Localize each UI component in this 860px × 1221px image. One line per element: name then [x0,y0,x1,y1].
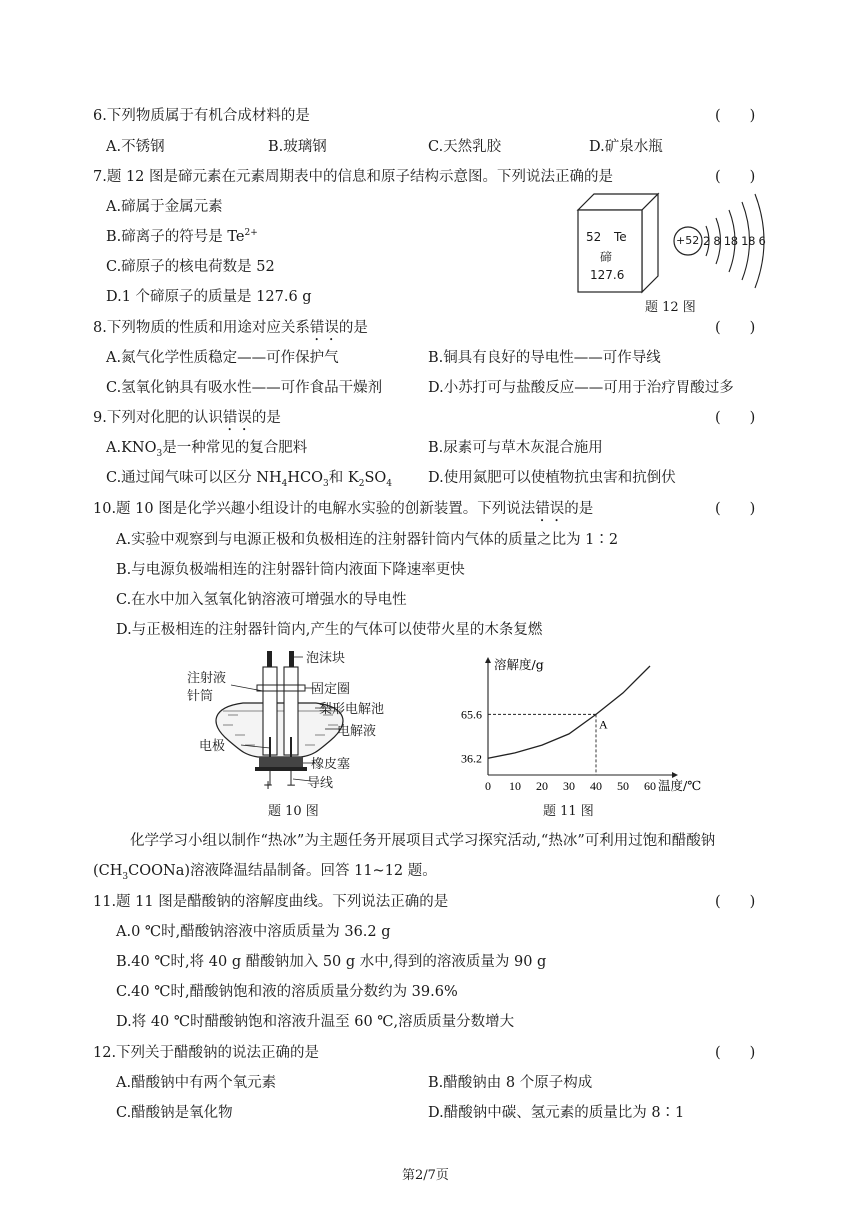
te-electron-shells: 2 8 18 18 6 [703,234,766,248]
y-axis-label: 溶解度/g [494,657,544,672]
q8-option-b: B.铜具有良好的导电性——可作导线 [428,350,661,366]
solubility-chart [440,655,702,795]
x-tick-label: 10 [509,779,521,793]
q6-option-c: C.天然乳胶 [428,139,502,155]
label-rubber-stopper: 橡皮塞 [311,757,351,772]
label-syringe-2: 针筒 [187,689,214,704]
te-atomic-number: 52 [586,230,602,244]
q10-option-a: A.实验中观察到与电源正极和负极相连的注射器针筒内气体的质量之比为 1∶2 [116,532,619,548]
q11-option-c: C.40 ℃时,醋酸钠饱和液的溶质质量分数约为 39.6% [116,984,458,1000]
x-tick-label: 30 [563,779,575,793]
page-number: 第2/7页 [402,1168,449,1183]
q8-option-c: C.氢氧化钠具有吸水性——可作食品干燥剂 [106,380,383,396]
q9-answer-paren[interactable]: ( ) [715,410,756,426]
label-plus: + [263,778,274,792]
y-axis-arrow [485,657,491,663]
q9-stem: 9.下列对化肥的认识错误的是 [93,410,281,426]
q12-option-a: A.醋酸钠中有两个氧元素 [116,1075,277,1091]
solubility-curve [488,666,650,758]
fig11-caption: 题 11 图 [543,804,594,819]
q9-option-b: B.尿素可与草木灰混合施用 [428,440,603,456]
q12-option-b: B.醋酸钠由 8 个原子构成 [428,1075,593,1091]
electrolysis-figure [183,645,393,795]
x-tick-label: 20 [536,779,548,793]
q6-stem: 6.下列物质属于有机合成材料的是 [93,108,310,124]
q6-answer-paren[interactable]: ( ) [715,108,756,124]
q9-option-d: D.使用氮肥可以使植物抗虫害和抗倒伏 [428,470,676,486]
q6-option-b: B.玻璃钢 [268,139,327,155]
q8-stem: 8.下列物质的性质和用途对应关系错误的是 [93,320,368,336]
q12-stem: 12.下列关于醋酸钠的说法正确的是 [93,1045,320,1061]
q8-answer-paren[interactable]: ( ) [715,320,756,336]
label-wire: 导线 [307,776,334,791]
solubility-chart-svg [440,655,702,795]
q10-answer-paren[interactable]: ( ) [715,501,756,517]
x-tick-label: 50 [617,779,629,793]
label-fixing-ring: 固定圈 [311,682,351,697]
te-name: 碲 [600,250,613,264]
q8-option-d: D.小苏打可与盐酸反应——可用于治疗胃酸过多 [428,380,734,396]
y-tick-label: 36.2 [461,751,482,766]
q10-stem: 10.题 10 图是化学兴趣小组设计的电解水实验的创新装置。下列说法错误的是 [93,501,594,517]
fig12-caption: 题 12 图 [645,300,696,315]
x-tick-label: 60 [644,779,656,793]
label-minus: − [286,778,297,792]
te-symbol: Te [614,230,627,244]
te-atomic-mass: 127.6 [590,268,625,282]
intro-line-1: 化学学习小组以制作“热冰”为主题任务开展项目式学习探究活动,“热冰”可利用过饱和醋酸钠 [130,833,716,849]
q7-option-a: A.碲属于金属元素 [106,199,223,215]
q10-option-d: D.与正极相连的注射器针筒内,产生的气体可以使带火星的木条复燃 [116,622,543,638]
x-tick-label: 0 [485,779,491,793]
q11-option-a: A.0 ℃时,醋酸钠溶液中溶质质量为 36.2 g [116,924,391,940]
q7-option-c: C.碲原子的核电荷数是 52 [106,259,275,275]
point-a-label: A [599,717,608,732]
q9-option-a: $A.KNO_3$是一种常见的复合肥料 [106,440,308,459]
q7-option-d: D.1 个碲原子的质量是 127.6 g [106,289,312,305]
intro-line-2: $(CH_3COONa)$溶液降温结晶制备。回答 11~12 题。 [93,863,437,882]
q9-option-c: C.通过闻气味可以区分 $NH_4HCO_3$和 $K_2SO_4$ [106,470,392,489]
q10-option-c: C.在水中加入氢氧化钠溶液可增强水的导电性 [116,592,407,608]
q11-stem: 11.题 11 图是醋酸钠的溶解度曲线。下列说法正确的是 [93,894,449,910]
q7-answer-paren[interactable]: ( ) [715,169,756,185]
fig10-caption: 题 10 图 [268,804,319,819]
x-axis-label: 温度/℃ [658,778,702,793]
q8-option-a: A.氮气化学性质稳定——可作保护气 [106,350,339,366]
q11-option-d: D.将 40 ℃时醋酸钠饱和溶液升温至 60 ℃,溶质质量分数增大 [116,1014,515,1030]
q12-option-c: C.醋酸钠是氧化物 [116,1105,233,1121]
q7-stem: 7.题 12 图是碲元素在元素周期表中的信息和原子结构示意图。下列说法正确的是 [93,169,614,185]
label-pear-cell: 梨形电解池 [319,702,385,717]
q6-option-d: D.矿泉水瓶 [589,139,663,155]
q12-option-d: D.醋酸钠中碳、氢元素的质量比为 8∶1 [428,1105,685,1121]
q11-answer-paren[interactable]: ( ) [715,894,756,910]
y-tick-label: 65.6 [461,707,482,722]
label-foam-block: 泡沫块 [306,651,346,666]
q11-option-b: B.40 ℃时,将 40 g 醋酸钠加入 50 g 水中,得到的溶液质量为 90 g [116,954,547,970]
q12-answer-paren[interactable]: ( ) [715,1045,756,1061]
q6-option-a: A.不锈钢 [106,139,165,155]
q7-option-b: B.碲离子的符号是 $Te^{2+}$ [106,228,258,245]
q10-option-b: B.与电源负极端相连的注射器针筒内液面下降速率更快 [116,562,465,578]
x-tick-label: 40 [590,779,602,793]
label-syringe-1: 注射液 [187,671,227,686]
te-nucleus-charge: +52 [676,234,700,247]
label-electrolyte: 电解液 [337,724,377,739]
label-electrode: 电极 [199,739,226,754]
